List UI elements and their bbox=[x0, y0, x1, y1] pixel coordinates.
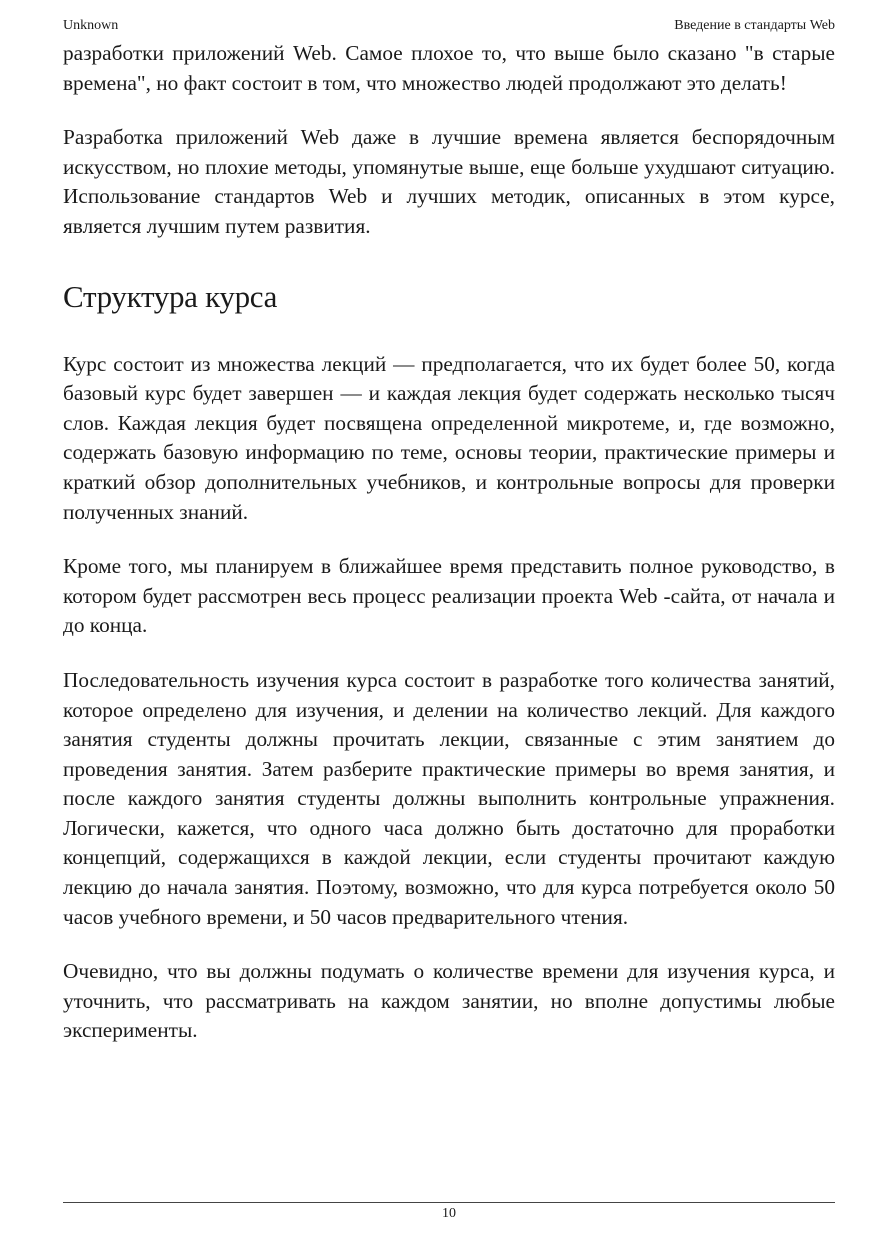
header-right-title: Введение в стандарты Web bbox=[674, 18, 835, 33]
paragraph-web-development: Разработка приложений Web даже в лучшие времена является беспорядочным искусством, но плохие методы, упомянутые выше, еще больше ухудшают ситуацию. Использование стандартов Web и лучших методик, описанных в этом курсе, является лучшим путем развития. bbox=[63, 125, 835, 238]
paragraph-continuation: разработки приложений Web. Самое плохое то, что выше было сказано "в старые времена", но факт состоит в том, что множество людей продолжают это делать! bbox=[63, 41, 835, 95]
paragraph-time-planning: Очевидно, что вы должны подумать о количестве времени для изучения курса, и уточнить, что рассматривать на каждом занятии, но вполне допустимы любые эксперименты. bbox=[63, 959, 835, 1043]
paragraph-full-guide: Кроме того, мы планируем в ближайшее время представить полное руководство, в котором будет рассмотрен весь процесс реализации проекта Web -сайта, от начала и до конца. bbox=[63, 554, 835, 638]
header-left-text: Unknown bbox=[63, 18, 119, 33]
page-number: 10 bbox=[442, 1206, 456, 1221]
paragraph-course-lectures: Курс состоит из множества лекций — предполагается, что их будет более 50, когда базовый курс будет завершен — и каждая лекция будет содержать несколько тысяч слов. Каждая лекция будет посвящена определенной микротеме, и, где возможно, содержать базовую информацию по теме, основы теории, практические примеры и краткий обзор дополнительных учебников, и контрольные вопросы для проверки полученных знаний. bbox=[63, 351, 835, 524]
section-heading-course-structure: Структура курса bbox=[63, 278, 278, 314]
paragraph-study-sequence: Последовательность изучения курса состоит в разработке того количества занятий, которое определено для изучения, и делении на количество лекций. Для каждого занятия студенты должны прочитать лекции, связанные с этим занятием до проведения занятия. Затем разберите практические примеры во время занятия, и после каждого занятия студенты должны выполнить контрольные упражнения. Логически, кажется, что одного часа должно быть достаточно для проработки концепций, содержащихся в каждой лекции, если студенты прочитают каждую лекцию до начала занятия. Поэтому, возможно, что для курса потребуется около 50 часов учебного времени, и 50 часов предварительного чтения. bbox=[63, 667, 835, 929]
page-content bbox=[63, 39, 835, 1046]
footer-divider bbox=[63, 1202, 835, 1203]
running-header bbox=[63, 16, 835, 36]
